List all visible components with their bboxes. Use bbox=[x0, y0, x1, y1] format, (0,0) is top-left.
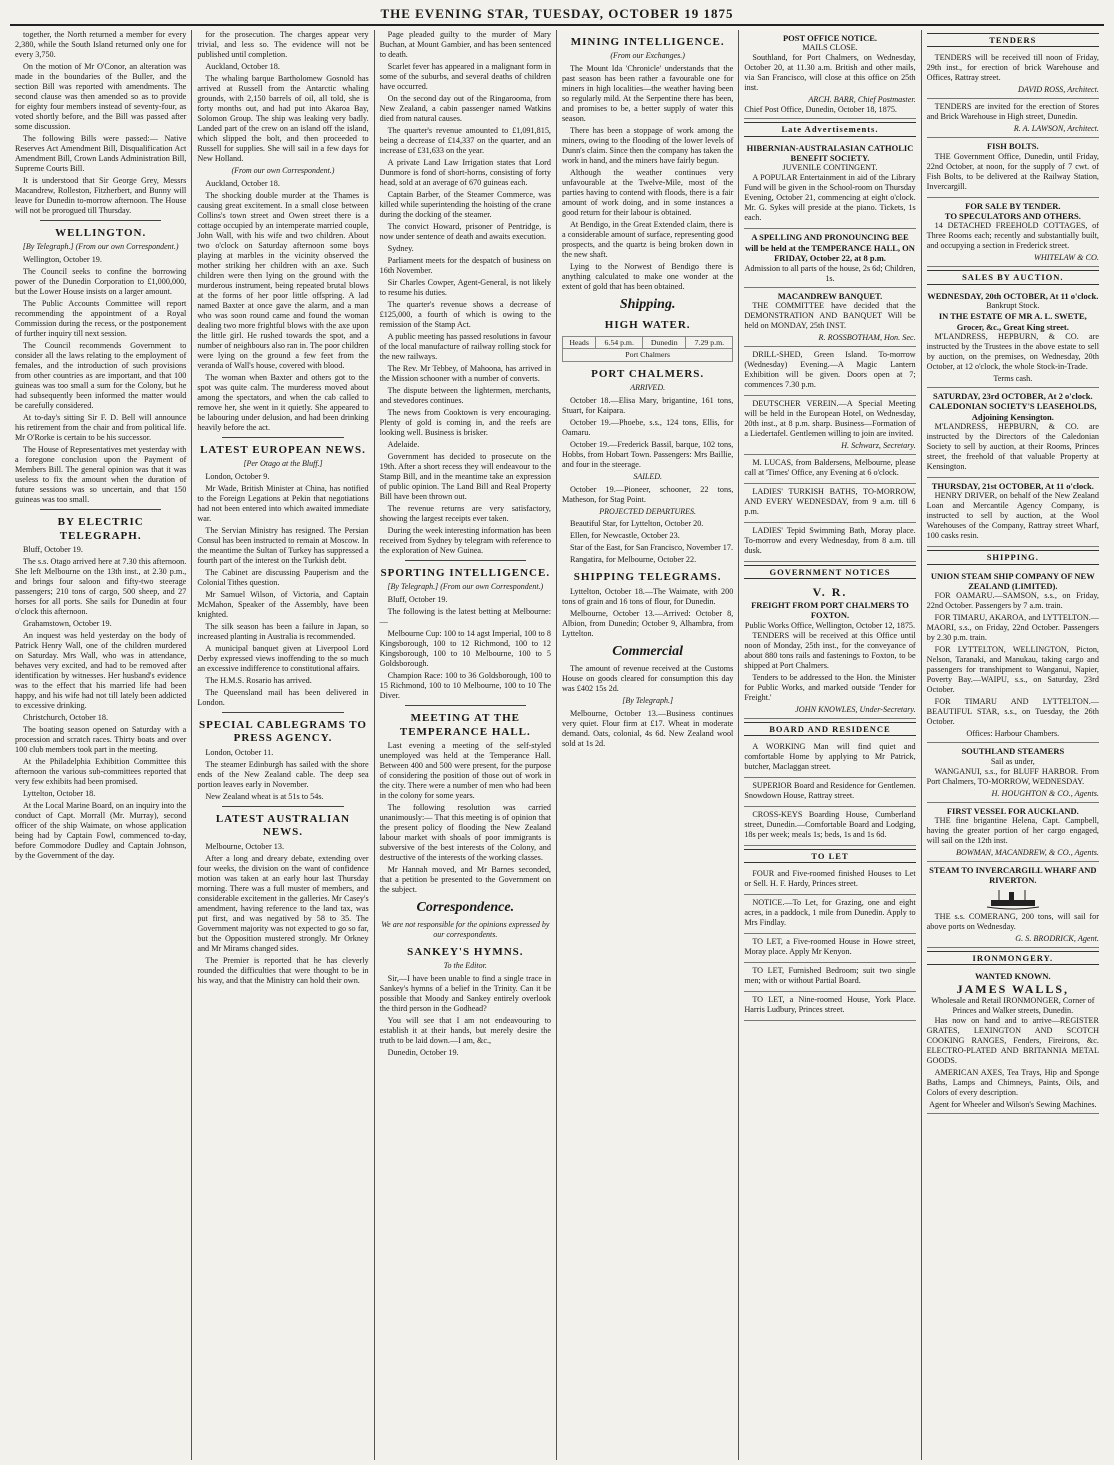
ad-title: FISH BOLTS. bbox=[986, 141, 1039, 152]
section-subhead: (From our Exchanges.) bbox=[610, 51, 685, 61]
ad-body: TENDERS are invited for the erection of Stores and Brick Warehouse in High street, Dunedin. bbox=[926, 102, 1099, 122]
paragraph: The dispute between the lightermen, merchants, and stevedores continues. bbox=[379, 386, 551, 405]
column-5 bbox=[739, 30, 921, 1460]
advertisement bbox=[744, 347, 915, 396]
paragraph: A private Land Law Irrigation states that Lord Dunmore is fond of short-horns, consisting of forty head, sold at an average of 670 guineas each. bbox=[379, 158, 551, 187]
ad-signature: H. HOUGHTON & CO., Agents. bbox=[991, 788, 1099, 798]
paragraph: Parliament meets for the despatch of business on 16th November. bbox=[379, 256, 551, 275]
ad-title: POST OFFICE NOTICE. bbox=[782, 33, 878, 43]
paragraph: The amount of revenue received at the Customs House on goods cleared for consumption this day was £402 15s 2d. bbox=[561, 663, 734, 693]
advertisement bbox=[744, 739, 915, 778]
ad-body: Southland, for Port Chalmers, on Wednesday, October 20, at 11.30 a.m. British and other mails, via San Francisco, will close at this office on 25th inst. bbox=[744, 53, 916, 93]
advertisement bbox=[744, 992, 915, 1021]
letter-recipient: To the Editor. bbox=[443, 960, 487, 970]
paragraph: Page pleaded guilty to the murder of Mary Buchan, at Mount Gambier, and has been sentenced to death. bbox=[379, 30, 551, 59]
royal-cipher: V. R. bbox=[812, 585, 848, 600]
ad-body: DRILL-SHED, Green Island. To-morrow (Wednesday) Evening.—A Magic Lantern Exhibition will be given. Doors open at 7; commences 7.30 p.m. bbox=[744, 349, 916, 389]
section-subhead: [By Telegraph.] (From our own Correspondent.) bbox=[387, 582, 544, 592]
shipping-entry: Melbourne, October 13.—Arrived: October 8, Albion, from Dunedin; October 9, Alhambra, from Lyttelton. bbox=[561, 608, 734, 638]
ad-subtitle: Sail as under, bbox=[990, 756, 1035, 766]
ad-signature: WHITELAW & CO. bbox=[1034, 253, 1099, 263]
shipping-entry: Ellen, for Newcastle, October 23. bbox=[569, 531, 680, 541]
ad-signature: BOWMAN, MACANDREW, & CO., Agents. bbox=[955, 848, 1099, 858]
shipping-entry: October 19.—Pioneer, schooner, 22 tons, Matheson, for Stag Point. bbox=[561, 484, 734, 504]
section-title: GOVERNMENT NOTICES bbox=[744, 565, 915, 579]
divider bbox=[405, 705, 526, 706]
dateline: Melbourne, October 13. bbox=[205, 841, 284, 851]
section-title: BOARD AND RESIDENCE bbox=[744, 722, 915, 736]
ad-signature: JOHN KNOWLES, Under-Secretary. bbox=[795, 704, 916, 714]
ad-body: 14 DETACHED FREEHOLD COTTAGES, of Three Rooms each; recently and substantially built, and occupying a section in Frederick street. bbox=[926, 221, 1099, 251]
divider bbox=[222, 712, 343, 713]
advertisement bbox=[744, 484, 915, 523]
paragraph: The Queensland mail has been delivered in London. bbox=[197, 687, 369, 707]
advertisement bbox=[927, 388, 1099, 478]
paragraph: Last evening a meeting of the self-styled unemployed was held at the Temperance Hall. Between 400 and 500 were present, for the purpose of considering the position of those out of work in the city. There were a number of men who had been in the colony for some years. bbox=[379, 740, 551, 800]
ad-terms: Terms cash. bbox=[993, 373, 1033, 383]
paragraph: Sir,—I have been unable to find a single trace in Sankey's hymns of a belief in the Trinity. Can it be possible that Moody and Sankey entirely overlook the third person in the Godhead? bbox=[379, 973, 551, 1013]
advertisement bbox=[927, 743, 1099, 802]
divider bbox=[222, 806, 343, 807]
shipping-entry: Rangatira, for Melbourne, October 22. bbox=[569, 555, 697, 565]
ad-body: TO LET, Furnished Bedroom; suit two single men; with or without Partial Board. bbox=[744, 966, 916, 986]
ad-body: HENRY DRIVER, on behalf of the New Zealand Loan and Mercantile Agency Company, is instructed to sell by auction, at the Wool Warehouses of the Company, Rattray street Wharf, 100 casks resin. bbox=[926, 491, 1099, 541]
ad-body: FOUR and Five-roomed finished Houses to Let or Sell. H. F. Hardy, Princes street. bbox=[744, 869, 916, 889]
masthead-title: THE EVENING STAR, TUESDAY, OCTOBER 19 1875 bbox=[380, 6, 734, 21]
paragraph: A municipal banquet given at Liverpool Lord Derby expressed views inoffending to the so much an excessive indifference to constitutional affairs. bbox=[197, 643, 369, 673]
dateline: Auckland, October 18. bbox=[205, 178, 280, 188]
paragraph: The shocking double murder at the Thames is causing great excitement. In a small close between Collins's town street and Owen street there is a cottage occupied by an intemperate married couple, John Wall, with his wife and two children. About two o'clock on Saturday afternoon some boys playing at marbles in the vicinity observed the mother striking her children with an axe. Such children were then lying on the ground with the murderous instrument, being repeated brutal blows at the forms of her poor little offspring. A lad named Baxter at once gave the alarm, and a man who was soon round came and found the woman dealing two more frightful blows with the axe upon the little girl. He rushed towards the spot, and a number of neighbours also ran in. The poor children were lying on the ground a few feet from the veranda of Wall's house, covered with blood. bbox=[197, 190, 369, 370]
paragraph: The quarter's revenue shows a decrease of £125,000, a fourth of which is owing to the remission of the Stamp Act. bbox=[379, 300, 551, 329]
paragraph: The Council recommends Government to consider all the laws relating to the employment of females, and the introduction of such provisions from other countries as are important, and that 100 guineas was too small a sum for the Colony, but he had subsequently been informed the matter would be carefully considered. bbox=[15, 341, 187, 411]
dateline: Christchurch, October 18. bbox=[23, 712, 109, 722]
ad-body: THE COMMITTEE have decided that the DEMONSTRATION AND BANQUET Will be held on MONDAY, 25th INST. bbox=[744, 300, 916, 330]
paragraph: together, the North returned a member for every 2,380, while the South Island returned only one for every 3,750. bbox=[15, 30, 187, 59]
section-title: TO LET bbox=[744, 849, 915, 863]
ad-title: UNION STEAM SHIP COMPANY OF NEW ZEALAND (LIMITED). bbox=[930, 570, 1095, 592]
paragraph: The s.s. Otago arrived here at 7.30 this afternoon. She left Melbourne on the 13th inst., at 2.30 p.m., and brings four saloon and fifty-two steerage passengers; 210 tons of cargo, 500 sheep, and 27 horses for all ports. She sails for Dunedin at four o'clock this afternoon. bbox=[15, 556, 187, 616]
column-3 bbox=[375, 30, 557, 1460]
advertisement bbox=[927, 50, 1099, 99]
editorial-note: We are not responsible for the opinions expressed by our correspondents. bbox=[381, 920, 550, 939]
ad-body: TO LET, a Five-roomed House in Howe street, Moray place. Apply Mr Kenyon. bbox=[744, 937, 916, 957]
paragraph: Government has decided to prosecute on the 19th. After a short recess they will endeavour to the Stamp Bill, and in the meantime take an expression of public opinion. The Land Bill and Real Property Bill have been thrown out. bbox=[379, 452, 551, 501]
paragraph: Captain Barber, of the Steamer Commerce, was killed while superintending the hoisting of the crane during the docking of the steamer. bbox=[379, 190, 551, 219]
ad-body: M. LUCAS, from Baldersens, Melbourne, please call at 'Times' Office, any Evening at 6 o'clock. bbox=[744, 457, 916, 477]
ad-signature: R. ROSSBOTHAM, Hon. Sec. bbox=[818, 332, 916, 342]
ad-title: WANTED KNOWN. bbox=[975, 971, 1051, 982]
ad-footer: Offices: Harbour Chambers. bbox=[966, 729, 1060, 739]
ad-banner: JAMES WALLS, bbox=[956, 981, 1070, 996]
ad-title: MACANDREW BANQUET. bbox=[777, 290, 883, 301]
advertisement bbox=[744, 288, 915, 347]
ad-body: WANGANUI, s.s., for BLUFF HARBOR. From Port Chalmers, TO-MORROW, WEDNESDAY. bbox=[926, 766, 1099, 786]
paragraph: A public meeting has passed resolutions in favour of the local manufacture of railway rolling stock for the new railways. bbox=[379, 332, 551, 361]
advertisement bbox=[744, 807, 915, 846]
column-6 bbox=[922, 30, 1104, 1460]
paragraph: The Cabinet are discussing Pauperism and the Colonial Tithes question. bbox=[197, 567, 369, 587]
paragraph: The news from Cooktown is very encouraging. Plenty of gold is coming in, and the reefs are looking well. Business is brisker. bbox=[379, 408, 551, 437]
dateline: London, October 9. bbox=[205, 471, 270, 481]
ad-body: TO LET, a Nine-roomed House, York Place. Harris Ludbury, Princes street. bbox=[744, 995, 916, 1015]
section-subhead: [Per Otago at the Bluff.] bbox=[243, 459, 323, 469]
ad-body: SUPERIOR Board and Residence for Gentlemen. Snowdown House, Rattray street. bbox=[744, 780, 916, 800]
advertisement bbox=[744, 934, 915, 963]
section-headline: MINING INTELLIGENCE. bbox=[570, 36, 725, 48]
paragraph: Melbourne Cup: 100 to 14 agst Imperial, 100 to 8 Kingsborough, 100 to 12 Richmond, 100 to 12 Kingsborough, 100 to 10 Melbourne, 100 to 5 Goldsborough. bbox=[379, 629, 551, 669]
paragraph: The Mount Ida 'Chronicle' understands that the past season has been rather a favourable one for miners in high localities—the weather having been so regularly mild. At the Serpentine there has been, and promises to be, a better supply of water this season. bbox=[561, 64, 734, 124]
tide-cell: Heads bbox=[562, 336, 595, 349]
ad-body: FOR LYTTELTON, WELLINGTON, Picton, Nelson, Taranaki, and Manukau, taking cargo and passengers for transhipment to Wanganui, Napier, Poverty Bay.—WAIPU, s.s., on Saturday, 23rd October. bbox=[926, 645, 1099, 695]
divider bbox=[405, 560, 526, 561]
column-1 bbox=[10, 30, 192, 1460]
paragraph: The House of Representatives met yesterday with a foregone conclusion upon the Payment of Members Bill. The general opinion was that it was useless to fix the amount when the duration of future sessions was so uncertain, and that 150 guineas was too small. bbox=[15, 445, 187, 505]
section-title: SHIPPING. bbox=[927, 550, 1099, 564]
tide-cell: 7.29 p.m. bbox=[686, 336, 733, 349]
paragraph: The Servian Ministry has resigned. The Persian Consul has been instructed to remain at Moscow. In the meantime the Sultan of Turkey has suppressed a fourth part of the interest on the Turkish debt. bbox=[197, 525, 369, 565]
ad-subtitle: JUVENILE CONTINGENT. bbox=[782, 163, 878, 173]
tide-table bbox=[562, 336, 733, 362]
section-subhead: [By Telegraph.] (From our own Correspondent.) bbox=[22, 242, 179, 252]
ad-title: SOUTHLAND STEAMERS bbox=[961, 746, 1065, 757]
paragraph: The quarter's revenue amounted to £1,091,815, being a decrease of £14,337 on the quarter, and an increase of £31,633 on the year. bbox=[379, 126, 551, 155]
advertisement bbox=[927, 862, 1099, 948]
advertisement bbox=[927, 99, 1099, 138]
ad-body: Tenders to be addressed to the Hon. the Minister for Public Works, and marked outside 'Tender for Freight.' bbox=[744, 672, 916, 702]
advertisement bbox=[744, 455, 915, 484]
paragraph: New Zealand wheat is at 51s to 54s. bbox=[205, 791, 324, 801]
shipping-entry: Star of the East, for San Francisco, November 17. bbox=[569, 543, 734, 553]
paragraph: You will see that I am not endeavouring to establish it at their hands, but merely desire the truth to be laid down.—I am, &c., bbox=[379, 1015, 551, 1045]
letter-signature: Dunedin, October 19. bbox=[387, 1047, 459, 1057]
dateline: London, October 11. bbox=[205, 747, 274, 757]
letter-headline: SANKEY'S HYMNS. bbox=[407, 945, 524, 958]
ad-footer: Agent for Wheeler and Wilson's Sewing Machines. bbox=[929, 1100, 1097, 1110]
dateline: Auckland, October 18. bbox=[205, 62, 280, 71]
paragraph: The woman when Baxter and others got to the spot was quite calm. The murderess moved about among the spectators, and when the cab called to remove her, she went in it quietly. She appeared to be labouring under delusion, and had been drinking heavily before the act. bbox=[197, 372, 369, 432]
section-subhead: [By Telegraph.] bbox=[622, 695, 674, 705]
ad-body: Has now on hand and to arrive—REGISTER GRATES, LEXINGTON AND SCOTCH COOKING RANGES, Fenders, Fireirons, &c. ELECTRO-PLATED AND BRITANNIA METAL GOODS. bbox=[926, 1016, 1099, 1066]
ad-title: STEAM TO INVERCARGILL WHARF AND RIVERTON. bbox=[929, 865, 1097, 886]
dateline: Lyttelton, October 18. bbox=[23, 788, 96, 798]
masthead bbox=[10, 6, 1104, 26]
dateline: Grahamstown, October 19. bbox=[23, 618, 112, 628]
ad-body: TENDERS will be received till noon of Friday, 29th inst., for erection of brick Warehouse and Offices, Rattray street. bbox=[926, 53, 1099, 83]
ad-title: FOR SALE BY TENDER. bbox=[965, 200, 1061, 211]
ad-body: DEUTSCHER VEREIN.—A Special Meeting will be held in the European Hotel, on Wednesday, 20th inst., at 8 p.m. sharp. Business—Formation of a Liedertafel. Gentlemen willing to join are invited. bbox=[744, 398, 916, 438]
section-gothic-title: Commercial bbox=[612, 643, 684, 659]
column-2 bbox=[192, 30, 374, 1460]
paragraph: Lying to the Norwest of Bendigo there is anything calculated to make one wonder at the extent of gold that has been obtained. bbox=[561, 262, 734, 292]
dateline: Bluff, October 19. bbox=[387, 595, 448, 605]
ad-body: LADIES' Tepid Swimming Bath, Moray place. To-morrow and every Wednesday, from 8 a.m. till dusk. bbox=[744, 525, 916, 555]
section-title: Late Advertisements. bbox=[744, 122, 915, 136]
shipping-entry: Beautiful Star, for Lyttelton, October 20. bbox=[569, 519, 704, 529]
ad-body: AMERICAN AXES, Tea Trays, Hip and Sponge Baths, Lamps and Chimneys, Paints, Oils, and Colors of every description. bbox=[926, 1068, 1099, 1098]
ad-subtitle: MAILS CLOSE. bbox=[802, 43, 858, 53]
ad-title: TO SPECULATORS AND OTHERS. bbox=[944, 211, 1081, 222]
paragraph: Sir Charles Cowper, Agent-General, is not likely to resume his duties. bbox=[379, 278, 551, 297]
divider bbox=[40, 220, 161, 221]
section-headline: LATEST AUSTRALIAN NEWS. bbox=[215, 812, 351, 839]
section-headline: PORT CHALMERS. bbox=[591, 367, 705, 380]
ad-signature: ARCH. BARR, Chief Postmaster. bbox=[808, 95, 916, 105]
advertisement bbox=[927, 568, 1099, 744]
ad-signature: R. A. LAWSON, Architect. bbox=[1013, 124, 1099, 134]
ad-body: A WORKING Man will find quiet and comfortable Home by applying to Mr Patrick, butcher, Maclaggan street. bbox=[744, 741, 916, 771]
tide-cell: 6.54 p.m. bbox=[596, 336, 643, 349]
columns bbox=[10, 30, 1104, 1460]
column-4 bbox=[557, 30, 739, 1460]
section-headline: SPORTING INTELLIGENCE. bbox=[380, 567, 551, 579]
ad-body: NOTICE.—To Let, for Grazing, one and eight acres, in a paddock, 1 mile from Dunedin. Apply to Mrs Findlay. bbox=[744, 898, 916, 928]
ad-body: M'LANDRESS, HEPBURN, & CO. are instructed by the Trustees in the above estate to sell by auction, on the premises, on Wednesday, 20th October, at 12 o'clock, the whole Stock-in-Trade. bbox=[926, 331, 1099, 371]
section-headline: SHIPPING TELEGRAMS. bbox=[573, 571, 722, 584]
paragraph: During the week interesting information has been received from Sydney by telegram with reference to the exploration of New Guinea. bbox=[379, 526, 551, 555]
paragraph: At the Local Marine Board, on an inquiry into the conduct of Capt. Morrall (Mr. Murray), second officer of the ship Waimate, on whose application being had by Captain Fowl, commenced to-day, before Commodore Dudley and Captain Johnson, by the Government of the day. bbox=[15, 800, 187, 860]
section-subhead: (From our own Correspondent.) bbox=[231, 166, 335, 175]
ad-body: LADIES' TURKISH BATHS, TO-MORROW, AND EVERY WEDNESDAY, from 9 a.m. till 6 p.m. bbox=[744, 486, 916, 516]
paragraph: On the motion of Mr O'Conor, an alteration was made in the boundaries of the Buller, and the section Bill was reported with amendments. The second clause was then amended so as to provide for eighty four members instead of seventy-four, as voted shortly before, and the Bill was passed after some discussion. bbox=[15, 62, 187, 131]
section-headline: BY ELECTRIC TELEGRAPH. bbox=[57, 516, 144, 542]
section-title: IRONMONGERY. bbox=[927, 951, 1099, 965]
paragraph: Melbourne, October 13.—Business continues very quiet. Flour firm at £17. Wheat in moderate demand. Oats, colonial, 4s 6d. New Zealand wool sold at 1s 2d. bbox=[561, 708, 734, 748]
paragraph: Mr Samuel Wilson, of Victoria, and Captain McMahon, Speaker of the Assembly, have been knighted. bbox=[197, 589, 369, 619]
paragraph: Although the weather continues very unfavourable at the Twelve-Mile, most of the parties having to contend with floods, there is a fair amount of work doing, and in some instances a good return for their labour is obtained. bbox=[561, 168, 734, 218]
section-title: TENDERS bbox=[927, 33, 1099, 47]
advertisement bbox=[927, 478, 1099, 547]
paragraph: for the prosecution. The charges appear very trivial, and less so. The evidence will not be published until completion. bbox=[197, 30, 369, 59]
advertisement bbox=[927, 138, 1099, 197]
ad-title: CALEDONIAN SOCIETY'S LEASEHOLDS, Adjoining Kensington. bbox=[929, 401, 1097, 422]
paragraph: There has been a stoppage of work among the miners, owing to the flooding of the lower levels of Dunn's claim. Since then the company has taken the work in hand, and the miners have fairly begun. bbox=[561, 126, 734, 166]
ad-signature: H. Schwarz, Secretary. bbox=[841, 440, 916, 450]
paragraph: The H.M.S. Rosario has arrived. bbox=[205, 675, 312, 685]
ad-title: FIRST VESSEL FOR AUCKLAND. bbox=[946, 805, 1079, 816]
ad-body: FOR TIMARU, AKAROA, and LYTTELTON.—MAORI, s.s., on Friday, 22nd October. Passengers by 2.30 p.m. train. bbox=[926, 613, 1099, 643]
section-headline: LATEST EUROPEAN NEWS. bbox=[200, 443, 366, 456]
section-headline: MEETING AT THE TEMPERANCE HALL. bbox=[399, 712, 531, 738]
advertisement bbox=[744, 30, 915, 119]
paragraph: An inquest was held yesterday on the body of Patrick Henry Wall, one of the children murdered on Saturday. Mrs Wall, who was in attendance, behaves very excited, and had to be removed after identification by witnesses. Her husband's evidence was to the effect that his married life had been happy, and his wife had not till lately been addicted to excessive drinking. bbox=[15, 630, 187, 710]
advertisement bbox=[744, 895, 915, 934]
paragraph: Scarlet fever has appeared in a malignant form in some of the suburbs, and several deaths of children have occurred. bbox=[379, 62, 551, 91]
steamship-icon bbox=[983, 888, 1043, 910]
advertisement bbox=[927, 198, 1099, 268]
dateline: Sydney. bbox=[387, 244, 414, 253]
paragraph: At to-day's sitting Sir F. D. Bell will announce his retirement from the chair and from political life. Mr O'Rorke is certain to be his successor. bbox=[15, 413, 187, 443]
ad-subtitle: Wholesale and Retail IRONMONGER, Corner of Princes and Walker streets, Dunedin. bbox=[931, 996, 1095, 1016]
ad-title: FREIGHT FROM PORT CHALMERS TO FOXTON. bbox=[751, 599, 909, 621]
dateline: Wellington, October 19. bbox=[23, 255, 102, 265]
divider bbox=[40, 509, 161, 510]
paragraph: The following resolution was carried unanimously:— That this meeting is of opinion that the present policy of flooding the New Zealand labour market with shoals of poor immigrants is subversive of the best interests of the Colony, and destructive of the interests of the working classes. bbox=[379, 802, 551, 862]
section-subhead: SAILED. bbox=[633, 471, 662, 481]
ad-signature: G. S. BRODRICK, Agent. bbox=[1015, 933, 1099, 943]
section-headline: SPECIAL CABLEGRAMS TO PRESS AGENCY. bbox=[199, 718, 367, 745]
ad-body: M'LANDRESS, HEPBURN, & CO. are instructed by the Directors of the Caledonian Society to sell by auction, at their Rooms, Princes street, the freehold of that valuable Property at Kensington. bbox=[926, 421, 1099, 471]
paragraph: The revenue returns are very satisfactory, showing the largest receipts ever taken. bbox=[379, 504, 551, 523]
ad-body: FOR OAMARU.—SAMSON, s.s., on Friday, 22nd October. Passengers by 7 a.m. train. bbox=[926, 591, 1099, 611]
paragraph: It is understood that Sir George Grey, Messrs Macandrew, Rolleston, Fitzherbert, and Bunny will leave for Dunedin to-morrow afternoon. The House will not be prorogued till Thursday. bbox=[15, 176, 187, 215]
paragraph: The Rev. Mr Tebbey, of Mahoona, has arrived in the Mission schooner with a number of converts. bbox=[379, 364, 551, 383]
paragraph: The whaling barque Bartholomew Gosnold has arrived at Russell from the Antarctic whaling grounds, with 2,150 barrels of oil, all told, she is forty months out, and had put into Akaroa Bay, Solomon Group. The ship was leaking very badly. Landed part of the crew on an island off the island, which slipped the bolt, and then proceeded to Russell for supplies. She will sail in a few days for New Holland. bbox=[197, 74, 369, 163]
advertisement bbox=[927, 288, 1099, 388]
advertisement bbox=[744, 523, 915, 562]
ad-body: FOR TIMARU AND LYTTELTON.—BEAUTIFUL STAR, s.s., on Tuesday, the 26th October. bbox=[926, 697, 1099, 727]
ad-title: A SPELLING AND PRONOUNCING BEE will be held at the TEMPERANCE HALL, ON FRIDAY, October 22, at 8 p.m. bbox=[745, 232, 915, 264]
ad-body: THE fine brigantine Helena, Capt. Campbell, having the greater portion of her cargo engaged, will sail on the 12th inst. bbox=[926, 816, 1099, 846]
tide-cell: Dunedin bbox=[643, 336, 686, 349]
paragraph: The Premier is reported that he has cleverly rounded the difficulties that were thought to be in his way, and that the Ministry can hold their own. bbox=[197, 955, 369, 985]
section-subhead: ARRIVED. bbox=[630, 383, 666, 393]
dateline: Bluff, October 19. bbox=[23, 544, 83, 554]
ad-footer: Chief Post Office, Dunedin, October 18, 1875. bbox=[744, 105, 897, 115]
advertisement bbox=[744, 396, 915, 455]
paragraph: At the Philadelphia Exhibition Committee this afternoon the various sub-committees reported that very few exhibits had been promised. bbox=[15, 756, 187, 786]
ad-title: THURSDAY, 21st OCTOBER, At 11 o'clock. bbox=[931, 480, 1094, 491]
shipping-entry: October 18.—Elisa Mary, brigantine, 161 tons, Stuart, for Kaipara. bbox=[561, 395, 734, 415]
section-gothic-title: Correspondence. bbox=[416, 899, 515, 915]
paragraph: At Bendigo, in the Great Extended claim, there is a considerable amount of surface, representing good prospects, and the quartz is being broken down in the new shaft. bbox=[561, 220, 734, 260]
ad-body: CROSS-KEYS Boarding House, Cumberland street, Dunedin.—Comfortable Board and Lodging, 18s per week; meals 1s; beds, 1s and 1s 6d. bbox=[744, 809, 916, 839]
advertisement bbox=[744, 140, 915, 230]
paragraph: The boating season opened on Saturday with a procession and scratch races. Thirty boats and over 100 club members took part in the meeting. bbox=[15, 724, 187, 754]
ad-signature: DAVID ROSS, Architect. bbox=[1017, 85, 1099, 95]
paragraph: The Public Accounts Committee will report recommending the appointment of a Royal Commission during the recess, or the postponement of further inquiry till next session. bbox=[15, 299, 187, 339]
ad-title: IN THE ESTATE OF MR A. L. SWETE, Grocer, &c., Great King street. bbox=[938, 311, 1087, 332]
advertisement bbox=[744, 778, 915, 807]
paragraph: Mr Wade, British Minister at China, has notified to the Foreign Legations at Pekin that negotiations had not been entered into which awaited immediate war. bbox=[197, 483, 369, 523]
tide-cell: Port Chalmers bbox=[562, 349, 732, 362]
ad-title: WEDNESDAY, 20th OCTOBER, At 11 o'clock. bbox=[927, 290, 1099, 301]
ad-body: A POPULAR Entertainment in aid of the Library Fund will be given in the School-room on Thursday Evening, October 21, commencing at eight o'clock. Mr. G. Sykes will preside at the piano. Tickets, 1s each. bbox=[744, 173, 916, 223]
paragraph: The following is the latest betting at Melbourne:— bbox=[379, 607, 551, 627]
ad-subtitle: Bankrupt Stock. bbox=[986, 301, 1040, 311]
ad-body: THE s.s. COMERANG, 200 tons, will sail for above ports on Wednesday. bbox=[926, 911, 1099, 931]
paragraph: The following Bills were passed:— Native Reserves Act Amendment Bill, Disqualification Act Amendment Bill, Crown Lands Administration Bill, Supreme Courts Bill. bbox=[15, 134, 187, 173]
section-subhead: PROJECTED DEPARTURES. bbox=[599, 506, 697, 516]
dateline: Adelaide. bbox=[387, 440, 420, 449]
divider bbox=[222, 437, 343, 438]
paragraph: Champion Race: 100 to 36 Goldsborough, 100 to 15 Richmond, 100 to 10 Melbourne, 100 to 10 The Diver. bbox=[379, 671, 551, 701]
shipping-entry: October 19.—Frederick Bassil, barque, 102 tons, Hobbs, from Hobart Town. Passengers: Mrs Baillie, and four in the steerage. bbox=[561, 439, 734, 469]
paragraph: Mr Hannah moved, and Mr Barnes seconded, that a petition be presented to the Government on the subject. bbox=[379, 864, 551, 894]
ad-title: HIBERNIAN-AUSTRALASIAN CATHOLIC BENEFIT SOCIETY. bbox=[746, 142, 914, 164]
advertisement bbox=[744, 866, 915, 895]
ad-title: SATURDAY, 23rd OCTOBER, At 2 o'clock. bbox=[933, 390, 1093, 401]
section-title: SALES BY AUCTION. bbox=[927, 270, 1099, 284]
paragraph: The silk season has been a failure in Japan, so increased planting in Australia is recommended. bbox=[197, 621, 369, 641]
paragraph: On the second day out of the Ringarooma, from New Zealand, a cabin passenger named Watkins died from natural causes. bbox=[379, 94, 551, 123]
advertisement bbox=[744, 229, 915, 287]
ad-body: THE Government Office, Dunedin, until Friday, 22nd October, at noon, for the supply of 7 cwt. of Fish Bolts, to be delivered at the Railway Station, Invercargill. bbox=[926, 151, 1099, 191]
shipping-entry: October 19.—Phoebe, s.s., 124 tons, Ellis, for Oamaru. bbox=[561, 417, 734, 437]
tide-headline: HIGH WATER. bbox=[604, 319, 691, 332]
ad-subtitle: Admission to all parts of the house, 2s 6d; Children, 1s. bbox=[744, 263, 916, 283]
advertisement bbox=[927, 803, 1099, 862]
shipping-entry: Lyttelton, October 18.—The Waimate, with 200 tons of grain and 16 tons of flour, for Dunedin. bbox=[561, 586, 734, 606]
paragraph: The Council seeks to confine the borrowing power of the Dunedin Corporation to £1,000,000, but the Lower House insists on a larger amount. bbox=[15, 267, 187, 297]
ad-body: TENDERS will be received at this Office until noon of Monday, 25th inst., for the conveyance of about 880 tons rails and fastenings to Foxton, to be shipped at Port Chalmers. bbox=[744, 630, 916, 670]
section-headline: WELLINGTON. bbox=[55, 227, 147, 239]
paragraph: The convict Howard, prisoner of Pentridge, is now under sentence of death and awaits execution. bbox=[379, 222, 551, 241]
advertisement bbox=[744, 582, 915, 718]
paragraph: The steamer Edinburgh has sailed with the shore ends of the New Zealand cable. The deep sea portion leaves early in November. bbox=[197, 759, 369, 789]
advertisement bbox=[744, 963, 915, 992]
paragraph: After a long and dreary debate, extending over four weeks, the division on the want of confidence motion was taken at an early hour last Thursday morning. There was a full muster of members, and considerable excitement in the galleries. Mr Casey's amendment, having reference to the land tax, was put first, and was negatived by 58 to 35. The Government majority was not expected to go so far, but the Opposition mustered strongly. Mr Orkney and Mr Mirams changed sides. bbox=[197, 853, 369, 953]
advertisement bbox=[927, 968, 1099, 1114]
section-gothic-title: Shipping. bbox=[619, 297, 676, 313]
ad-subtitle: Public Works Office, Wellington, October 12, 1875. bbox=[744, 620, 916, 630]
